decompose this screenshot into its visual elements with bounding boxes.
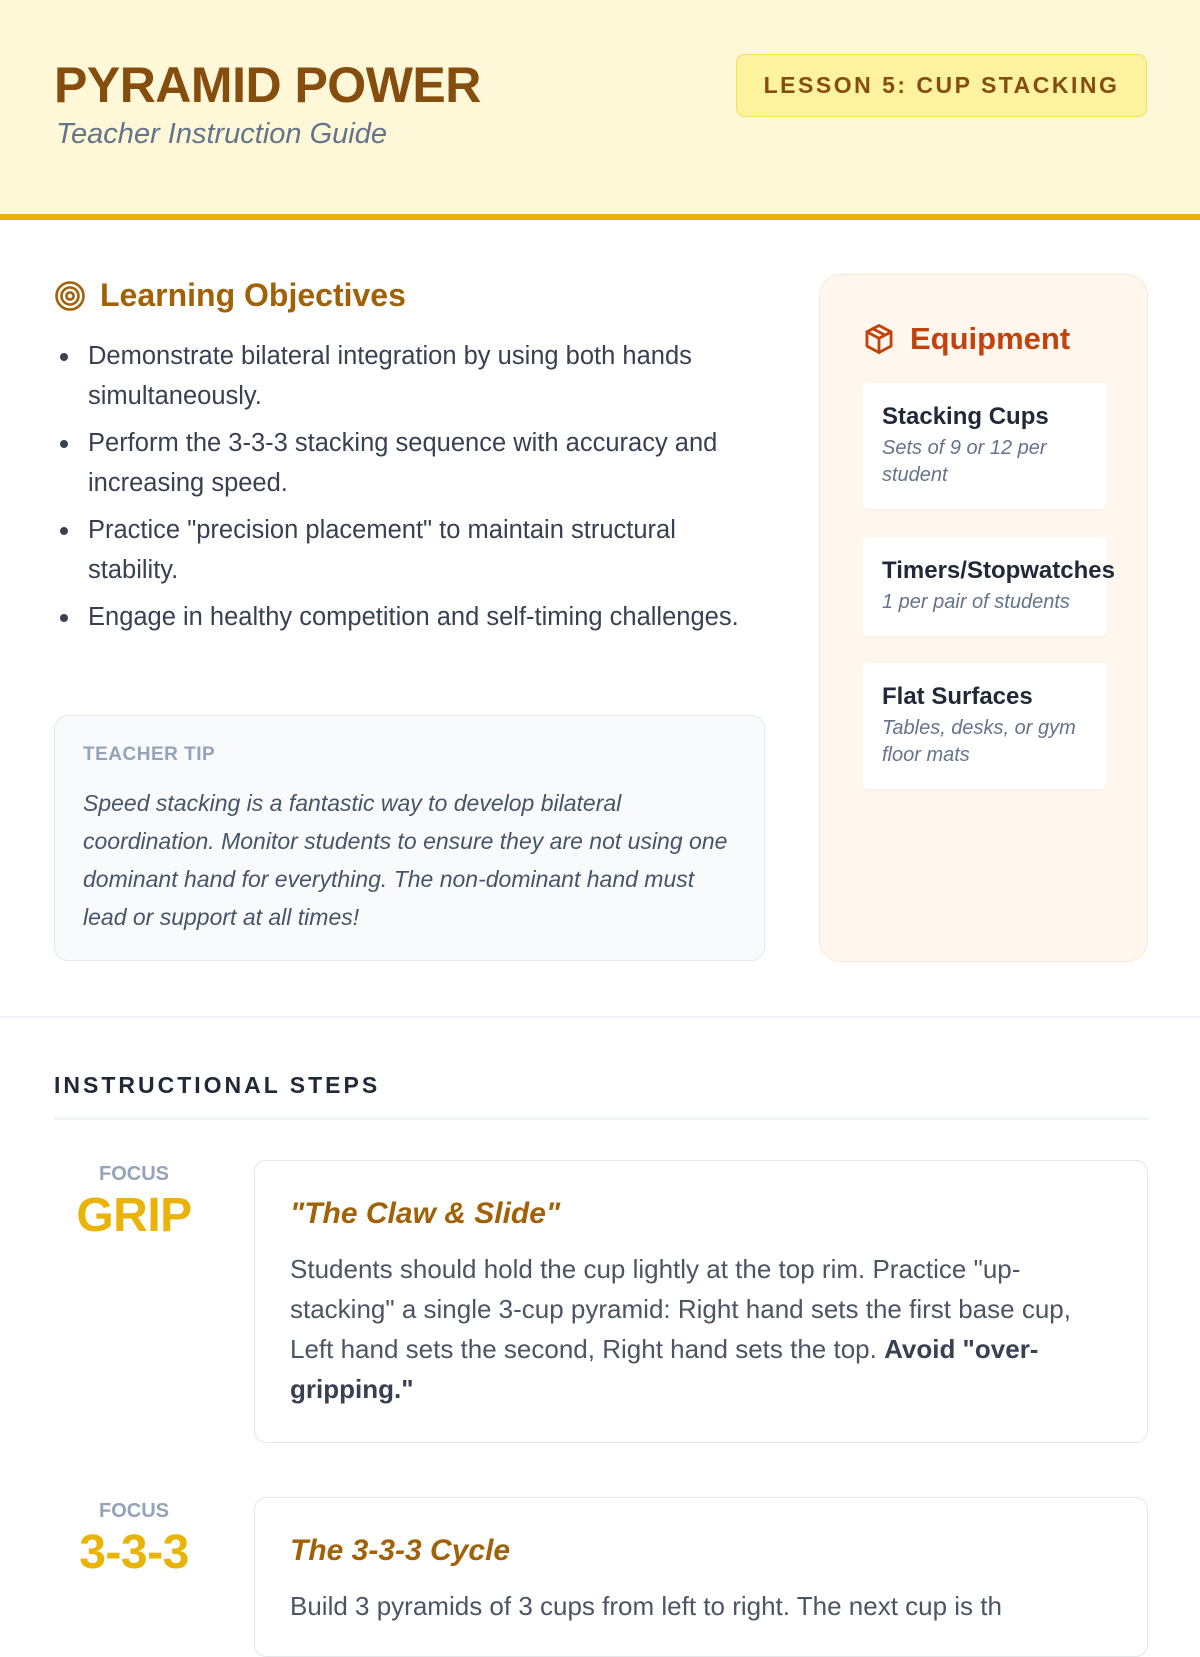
objectives-heading-text: Learning Objectives (100, 277, 406, 313)
box-icon (862, 322, 896, 356)
equipment-item-detail: 1 per pair of students (882, 591, 1070, 613)
step-focus-label: FOCUS (99, 1163, 169, 1185)
teacher-tip-label: TEACHER TIP (83, 744, 216, 765)
equipment-item-detail: Sets of 9 or 12 per student (882, 437, 1047, 486)
teacher-tip-text: Speed stacking is a fantastic way to develop bilateral coordination. Monitor students to ensure they are not using one dominant hand for everything. The non-dominant hand must lead or support at all times! (83, 790, 728, 930)
equipment-item-stacking-cups (862, 383, 1107, 509)
equipment-item-flat-surfaces (862, 663, 1107, 789)
equipment-item-name: Timers/Stopwatches (882, 557, 1115, 584)
lesson-badge: LESSON 5: CUP STACKING (736, 54, 1147, 117)
equipment-card (819, 274, 1148, 962)
step-body-emphasis: Avoid "over-gripping." (290, 1334, 1039, 1404)
step-body: Build 3 pyramids of 3 cups from left to right. The next cup is th (290, 1591, 1002, 1621)
steps-divider (54, 1117, 1148, 1120)
page-title: PYRAMID POWER (54, 57, 481, 113)
step-body-text: Students should hold the cup lightly at the top rim. Practice "up-stacking" a single 3-cup pyramid: Right hand sets the first base cup, Left hand sets the second, Right hand sets the top. (290, 1254, 1071, 1364)
objectives-list (60, 336, 770, 644)
section-divider (0, 1016, 1200, 1018)
step-focus-label: FOCUS (99, 1500, 169, 1522)
page-header (0, 0, 1200, 220)
list-item: Practice "precision placement" to maintain structural stability. (60, 510, 770, 590)
equipment-heading (862, 321, 1070, 357)
step-focus-value: 3-3-3 (79, 1526, 189, 1579)
teacher-tip-box (54, 715, 765, 961)
step-title: The 3-3-3 Cycle (290, 1534, 511, 1567)
step-card-3-3-3 (254, 1497, 1148, 1657)
equipment-item-name: Stacking Cups (882, 403, 1049, 430)
list-item: Demonstrate bilateral integration by using both hands simultaneously. (60, 336, 770, 416)
objectives-heading (54, 277, 406, 314)
list-item: Perform the 3-3-3 stacking sequence with accuracy and increasing speed. (60, 423, 770, 503)
list-item: Engage in healthy competition and self-timing challenges. (60, 597, 770, 637)
equipment-item-timers (862, 537, 1115, 636)
step-card-grip (254, 1160, 1148, 1443)
step-focus-value: GRIP (76, 1189, 192, 1242)
equipment-heading-text: Equipment (910, 321, 1071, 356)
steps-section-title: INSTRUCTIONAL STEPS (54, 1072, 381, 1098)
step-body (290, 1249, 1111, 1409)
equipment-item-detail: Tables, desks, or gym floor mats (882, 717, 1076, 766)
equipment-item-name: Flat Surfaces (882, 683, 1033, 710)
page-subtitle: Teacher Instruction Guide (56, 118, 388, 150)
step-title: "The Claw & Slide" (290, 1197, 561, 1230)
target-icon (54, 280, 86, 312)
